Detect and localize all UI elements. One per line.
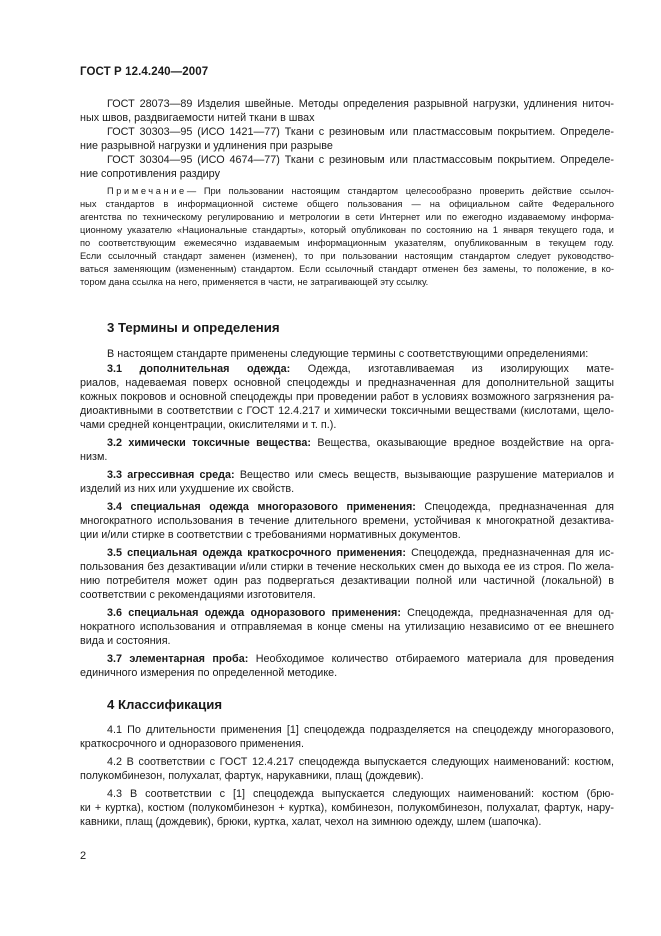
ref-line: ние разрывной нагрузки и удлинения при разрыве (80, 140, 333, 152)
term-3-4: 3.4 специальная одежда многоразового применения: Спецодежда, предназначенная для (107, 501, 614, 513)
section-3-intro: В настоящем стандарте применены следующие термины с соответствующими определениями: (107, 348, 589, 360)
note-line: ционному указателю «Национальные стандарты», который опубликован по состоянию на 1 января текущего года, и (80, 225, 614, 235)
ref-line: ГОСТ 28073—89 Изделия швейные. Методы определения разрывной нагрузки, удлинения ниточ- (107, 98, 614, 110)
para-line: краткосрочного и одноразового применения. (80, 738, 304, 750)
section-3-title: 3 Термины и определения (107, 320, 280, 335)
para-4-1: 4.1 По длительности применения [1] спецодежда подразделяется на спецодежду многоразового, (107, 724, 614, 736)
para-line: полукомбинезон, полухалат, фартук, нарукавники, плащ (дождевик). (80, 770, 424, 782)
ref-line: ных швов, раздвигаемости нитей ткани в швах (80, 112, 315, 124)
page-header: ГОСТ Р 12.4.240—2007 (80, 66, 209, 78)
term-line: соответствии с рекомендациями изготовителя. (80, 589, 316, 601)
term-3-7: 3.7 элементарная проба: Необходимое количество отбираемого материала для проведения (107, 653, 614, 665)
note-line: ных стандартов в информационной системе общего пользования — на официальном сайте Федерального (80, 199, 614, 209)
section-4-title: 4 Классификация (107, 697, 223, 712)
term-line: изделий из них или ухудшение их свойств. (80, 483, 295, 495)
para-line: ки + куртка), костюм (полукомбинезон + куртка), комбинезон, полукомбинезон, полухалат, фартук, нару- (80, 802, 614, 814)
note-line: Примечание— При пользовании настоящим стандартом целесообразно проверить действие ссылоч- (107, 186, 614, 196)
term-line: кожных покровов и основной спецодежды при проведении работ в условиях возможного загрязнения ра- (80, 391, 614, 403)
term-line: многократного использования в течение длительного времени, устойчивая к многократной дезактива- (80, 515, 614, 527)
para-line: кавники, плащ (дождевик), брюки, куртка, халат, чехол на зимнюю одежду, шлем (шапочка). (80, 816, 542, 828)
term-line: вида и состояния. (80, 635, 171, 647)
term-3-3: 3.3 агрессивная среда: Вещество или смесь веществ, вызывающие разрушение материалов и (107, 469, 614, 481)
ref-line: ГОСТ 30303—95 (ИСО 1421—77) Ткани с резиновым или пластмассовым покрытием. Определе- (107, 126, 614, 138)
page-number: 2 (80, 850, 87, 862)
term-line: диоактивными в соответствии с ГОСТ 12.4.217 и химически токсичными веществами (кислотами, щело- (80, 405, 614, 417)
term-line: ции и/или стирке в соответствии с требованиями нормативных документов. (80, 529, 461, 541)
note-line: ваться заменяющим (измененным) стандартом. Если ссылочный стандарт отменен без замены, то положение, в ко- (80, 264, 614, 274)
note-label: Примечание (107, 186, 187, 196)
term-line: низм. (80, 451, 108, 463)
note-line: по соответствующим ежемесячно издаваемым информационным указателям, опубликованным в текущем году. (80, 238, 614, 248)
term-line: пользования без дезактивации и/или стирки в течение нескольких смен до выхода ее из строя. По жела- (80, 561, 614, 573)
note-line: агентства по техническому регулированию и метрологии в сети Интернет или по ежегодно издаваемому информа- (80, 212, 614, 222)
term-line: нократного использования и отправляемая в конце смены на утилизацию независимо от ее внешнего (80, 621, 614, 633)
term-3-6: 3.6 специальная одежда одноразового применения: Спецодежда, предназначенная для од- (107, 607, 614, 619)
term-3-5: 3.5 специальная одежда краткосрочного применения: Спецодежда, предназначенная для ис- (107, 547, 614, 559)
ref-line: ние сопротивления раздиру (80, 168, 220, 180)
para-4-3: 4.3 В соответствии с [1] спецодежда выпускается следующих наименований: костюм (брю- (107, 788, 614, 800)
term-3-2: 3.2 химически токсичные вещества: Вещества, оказывающие вредное воздействие на орга- (107, 437, 614, 449)
term-line: риалов, надеваемая поверх основной спецодежды и предназначенная для дополнительной защиты (80, 377, 614, 389)
note-line: тором дана ссылка на него, применяется в части, не затрагивающей эту ссылку. (80, 277, 429, 287)
note-line: Если ссылочный стандарт заменен (изменен), то при пользовании настоящим стандартом следует руководство- (80, 251, 614, 261)
term-line: единичного измерения по определенной методике. (80, 667, 338, 679)
para-4-2: 4.2 В соответствии с ГОСТ 12.4.217 спецодежда выпускается следующих наименований: костюм, (107, 756, 614, 768)
term-line: чами средней концентрации, окислителями и т. п.). (80, 419, 337, 431)
ref-line: ГОСТ 30304—95 (ИСО 4674—77) Ткани с резиновым или пластмассовым покрытием. Определе- (107, 154, 614, 166)
term-line: нию потребителя может один раз подвергаться дезактивации полной или частичной (локальной) в (80, 575, 614, 587)
term-3-1: 3.1 дополнительная одежда: Одежда, изготавливаемая из изолирующих мате- (107, 363, 614, 375)
